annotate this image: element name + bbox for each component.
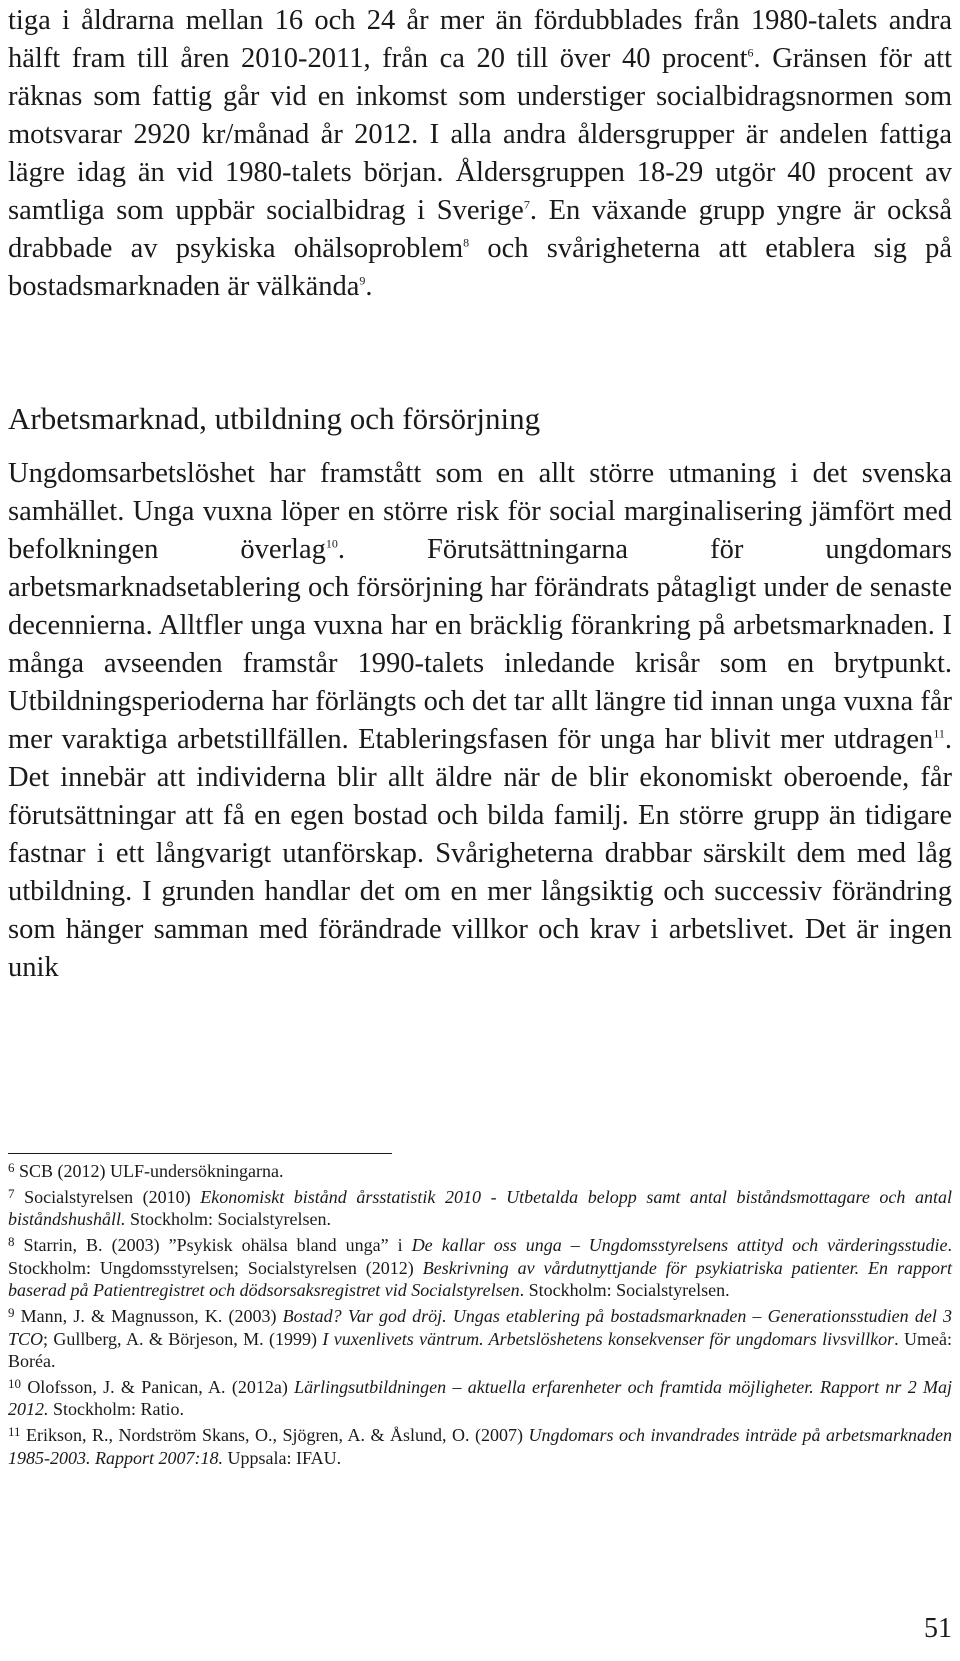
section-heading: Arbetsmarknad, utbildning och försörjning — [8, 401, 541, 436]
footnote-ref-7[interactable]: 7 — [523, 197, 530, 212]
footnote-text: Ekonomiskt bistånd årsstatistik 2010 - Utbetalda belopp samt antal biståndsmottagare och antal biståndshushåll. — [8, 1187, 953, 1230]
text-run: och svårigheterna att etablera sig på bostadsmarknaden är välkända — [8, 233, 952, 302]
footnote-text: Lärlingsutbildningen – aktuella erfarenheter och framtida möjligheter. Rapport nr 2 Maj 2012. — [8, 1377, 953, 1420]
footnote-number: 11 — [8, 1424, 21, 1440]
footnote-ref-10[interactable]: 10 — [325, 536, 338, 551]
footnote-text: Mann, J. & Magnusson, K. (2003) — [20, 1306, 283, 1327]
footnote-8 — [8, 1234, 952, 1301]
footnote-number: 6 — [8, 1160, 15, 1175]
footnote-text: ; Gullberg, A. & Börjeson, M. (1999) — [43, 1328, 323, 1349]
footnote-7 — [8, 1186, 952, 1231]
footnote-text: Beskrivning av vårdutnyttjande för psykiatriska patienter. En rapport baserad på Patientregistret och dödsorsaksregistret vid Socialstyrelsen — [8, 1257, 952, 1301]
footnote-text: Starrin, B. (2003) ”Psykisk ohälsa bland unga” i — [23, 1235, 412, 1256]
footnote-10 — [8, 1376, 952, 1421]
footnote-number: 10 — [8, 1376, 21, 1392]
page-number: 51 — [924, 1613, 952, 1644]
footnotes — [8, 1160, 952, 1473]
footnote-text: I vuxenlivets väntrum. Arbetslöshetens konsekvenser för ungdomars livsvillkor — [322, 1328, 895, 1349]
footnote-ref-11[interactable]: 11 — [933, 726, 945, 741]
text-run: . Gränsen för att räknas som fattig går vid en inkomst som understiger socialbidragsnormen som motsvarar 2920 kr/månad år 2012. I alla andra åldersgrupper är andelen fattiga lägre idag än vid 1980-talets början. Åldersgruppen 18-29 utgör 40 procent av samtliga som uppbär socialbidrag i Sverige — [8, 43, 953, 226]
footnote-number: 8 — [8, 1234, 15, 1250]
footnote-number: 7 — [8, 1186, 15, 1201]
footnote-text: Socialstyrelsen (2010) — [24, 1187, 201, 1207]
footnote-text: Stockholm: Socialstyrelsen. — [125, 1209, 332, 1230]
text-run: Ungdomsarbetslöshet har framstått som en allt större utmaning i det svenska samhället. Unga vuxna löper en större risk för social marginalisering jämfört med befolkningen överlag — [8, 458, 952, 565]
footnote-separator — [8, 1153, 392, 1154]
footnote-text: SCB (2012) ULF-undersökningarna. — [19, 1161, 284, 1181]
text-run: . — [365, 271, 373, 302]
footnote-ref-6[interactable]: 6 — [747, 45, 754, 60]
body-paragraph-1 — [8, 2, 952, 306]
footnote-text: Bostad? Var god dröj. Ungas etablering på bostadsmarknaden – Generationsstudien del 3 TCO — [8, 1306, 952, 1349]
body-paragraph-2 — [8, 455, 952, 987]
footnote-ref-8[interactable]: 8 — [463, 235, 470, 250]
text-run: . En växande grupp yngre är också drabbade av psykiska ohälsoproblem — [8, 195, 952, 264]
footnote-text: Ungdomars och invandrades inträde på arbetsmarknaden 1985-2003. Rapport 2007:18. — [8, 1425, 952, 1468]
footnote-number: 9 — [8, 1305, 15, 1321]
footnote-text: . Stockholm: Socialstyrelsen. — [519, 1280, 730, 1301]
footnote-text: . Stockholm: Ungdomsstyrelsen; Socialstyrelsen (2012) — [8, 1235, 953, 1278]
footnote-text: Stockholm: Ratio. — [48, 1399, 185, 1420]
footnote-9 — [8, 1305, 952, 1372]
text-run: . Det innebär att individerna blir allt äldre när de blir ekonomiskt oberoende, får förutsättningar att få en egen bostad och bilda familj. En större grupp än tidigare fastnar i ett långvarigt utanförskap. Svårigheterna drabbar särskilt dem med låg utbildning. I grunden handlar det om en mer långsiktig och successiv förändring som hänger samman med förändrade villkor och krav i arbetslivet. Det är ingen unik — [8, 724, 952, 983]
text-run: tiga i åldrarna mellan 16 och 24 år mer än fördubblades från 1980-talets andra hälft fram till åren 2010-2011, från ca 20 till över 40 procent — [8, 5, 952, 74]
footnote-ref-9[interactable]: 9 — [359, 273, 366, 288]
footnote-11 — [8, 1424, 952, 1469]
footnote-6 — [8, 1160, 952, 1182]
footnote-text: Uppsala: IFAU. — [223, 1447, 342, 1468]
footnote-text: . Umeå: Boréa. — [8, 1328, 952, 1372]
footnote-text: Erikson, R., Nordström Skans, O., Sjögren, A. & Åslund, O. (2007) — [26, 1425, 529, 1446]
text-run: . Förutsättningarna för ungdomars arbetsmarknadsetablering och försörjning har förändrats påtagligt under de senaste decennierna. Alltfler unga vuxna har en bräcklig förankring på arbetsmarknaden. I många avseenden framstår 1990-talets inledande krisår som en brytpunkt. Utbildningsperioderna har förlängts och det tar allt längre tid innan unga vuxna får mer varaktiga arbetstillfällen. Etableringsfasen för unga har blivit mer utdragen — [8, 534, 952, 755]
footnote-text: Olofsson, J. & Panican, A. (2012a) — [27, 1377, 295, 1398]
footnote-text: De kallar oss unga – Ungdomsstyrelsens attityd och värderingsstudie — [411, 1235, 948, 1256]
